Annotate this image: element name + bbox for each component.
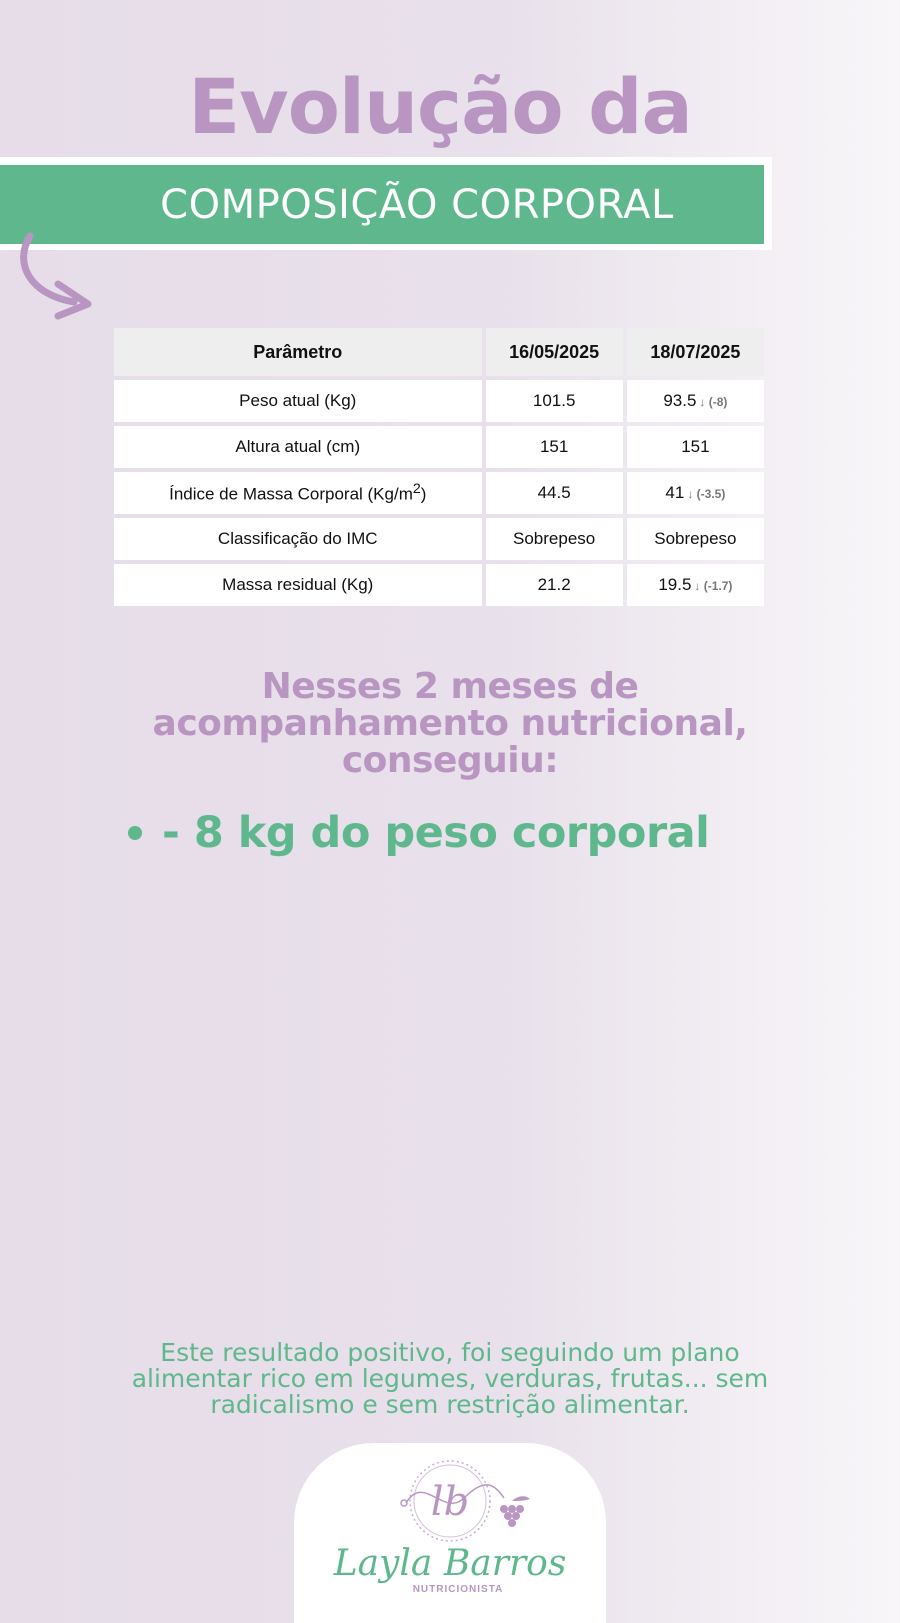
curved-arrow-icon — [14, 232, 94, 322]
value-text: 41 — [665, 483, 685, 502]
header-parametro: Parâmetro — [114, 328, 482, 376]
delta-text: (-1.7) — [703, 579, 733, 593]
param-text-suffix: ) — [420, 484, 427, 504]
logo-subtitle: NUTRICIONISTA — [412, 1584, 504, 1595]
footer-line: radicalismo e sem restrição alimentar. — [210, 1390, 690, 1419]
param-cell: Massa residual (Kg) — [114, 564, 482, 606]
value-cell: 44.5 — [486, 472, 623, 514]
result-text: - 8 kg do peso corporal — [162, 808, 710, 858]
summary-heading — [120, 668, 780, 779]
logo-monogram: lb — [430, 1479, 470, 1525]
param-superscript: 2 — [412, 481, 421, 498]
table-row — [114, 426, 764, 468]
value-text: 93.5 — [663, 391, 697, 410]
footer-line: Este resultado positivo, foi seguindo um plano — [160, 1338, 740, 1367]
summary-line: conseguiu: — [341, 740, 559, 781]
banner — [0, 165, 764, 244]
param-cell — [114, 472, 482, 514]
delta-text: (-8) — [708, 395, 728, 409]
value-cell: Sobrepeso — [627, 518, 764, 560]
param-cell: Classificação do IMC — [114, 518, 482, 560]
param-text: Índice de Massa Corporal (Kg/m — [169, 484, 413, 504]
down-arrow-icon: ↓ — [687, 487, 694, 501]
value-cell — [627, 380, 764, 422]
table-row — [114, 380, 764, 422]
bullet-dot-icon — [128, 826, 142, 840]
summary-line: Nesses 2 meses de — [261, 666, 639, 707]
delta-badge — [694, 579, 732, 593]
footer-note — [90, 1340, 810, 1418]
down-arrow-icon: ↓ — [694, 579, 701, 593]
delta-badge — [699, 395, 727, 409]
header-date-2: 18/07/2025 — [627, 328, 764, 376]
down-arrow-icon: ↓ — [699, 395, 706, 409]
banner-text: COMPOSIÇÃO CORPORAL — [160, 181, 674, 228]
value-cell: 21.2 — [486, 564, 623, 606]
table-row — [114, 472, 764, 514]
param-cell: Altura atual (cm) — [114, 426, 482, 468]
summary-line: acompanhamento nutricional, — [152, 703, 748, 744]
table-row — [114, 518, 764, 560]
list-item — [128, 808, 709, 858]
value-cell: Sobrepeso — [486, 518, 623, 560]
composition-table — [110, 324, 768, 610]
value-cell — [627, 564, 764, 606]
delta-badge — [687, 487, 725, 501]
logo-emblem-icon — [294, 1443, 606, 1553]
value-cell: 151 — [627, 426, 764, 468]
logo-card — [294, 1443, 606, 1623]
delta-text: (-3.5) — [696, 487, 726, 501]
page-title: Evolução da — [188, 62, 692, 151]
logo-name: Layla Barros — [333, 1543, 567, 1584]
header-date-1: 16/05/2025 — [486, 328, 623, 376]
footer-line: alimentar rico em legumes, verduras, frutas... sem — [131, 1364, 769, 1393]
value-cell: 101.5 — [486, 380, 623, 422]
results-list — [128, 808, 709, 858]
value-cell — [627, 472, 764, 514]
value-cell: 151 — [486, 426, 623, 468]
table-header-row — [114, 328, 764, 376]
value-text: 19.5 — [658, 575, 692, 594]
table-row — [114, 564, 764, 606]
param-cell: Peso atual (Kg) — [114, 380, 482, 422]
